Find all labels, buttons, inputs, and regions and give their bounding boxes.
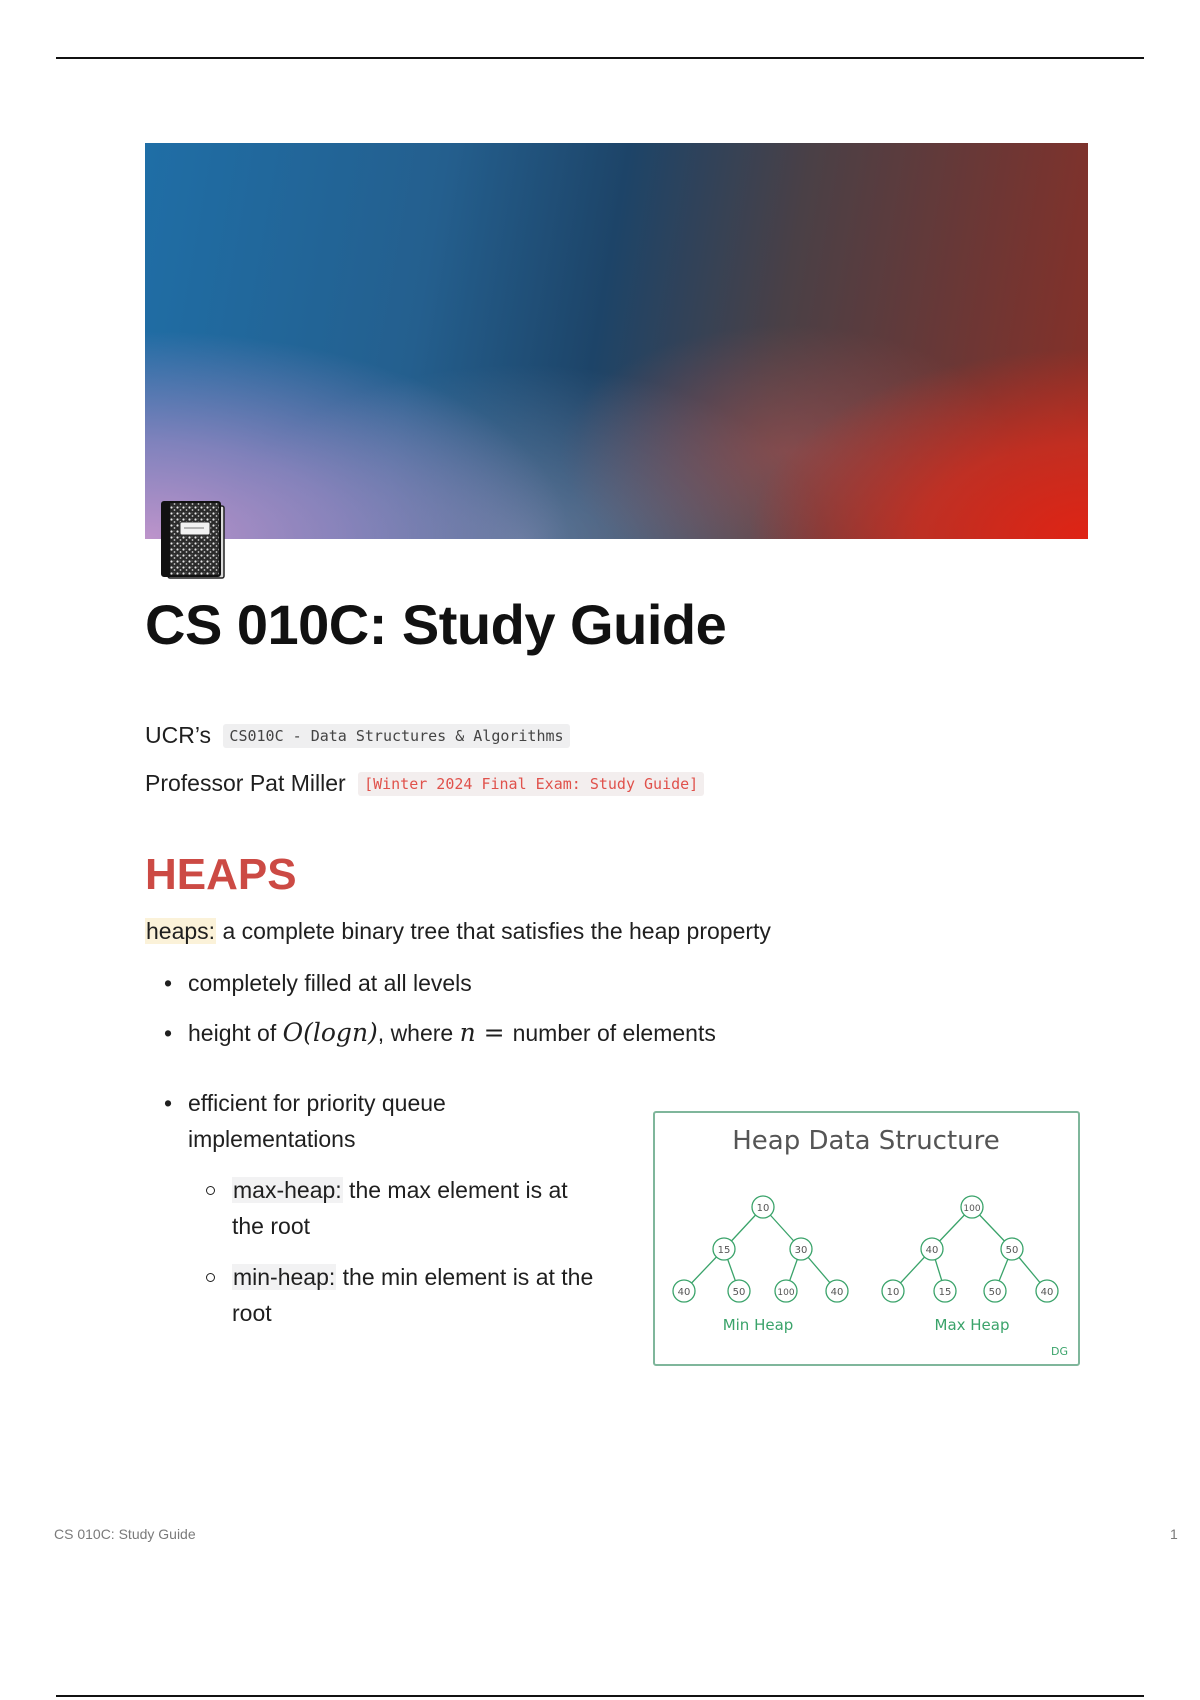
list-item-nested [232,1259,602,1331]
heap-node [775,1280,797,1302]
page-title: CS 010C: Study Guide [145,593,727,656]
svg-text:10: 10 [756,1203,770,1214]
svg-text:50: 50 [732,1287,746,1298]
max-heap-term: max-heap: [233,1177,342,1203]
top-rule [56,57,1144,59]
heap-node [961,1196,983,1218]
svg-text:30: 30 [794,1245,808,1256]
max-heap-label: Max Heap [934,1316,1010,1334]
bullet-text: efficient for priority queue implementations [188,1090,446,1152]
min-heap-text: the min element is at the root [232,1264,594,1326]
svg-text:40: 40 [677,1287,691,1298]
min-heap-label: Min Heap [722,1316,794,1334]
heap-diagram-svg [655,1113,1078,1364]
heap-node [882,1280,904,1302]
bullet-dot-icon: • [164,1090,173,1116]
svg-text:100: 100 [777,1288,795,1298]
heaps-definition [145,918,771,945]
footer-doc-title: CS 010C: Study Guide [54,1526,196,1542]
heap-node [752,1196,774,1218]
svg-text:100: 100 [963,1204,981,1214]
heap-node [921,1238,943,1260]
list-item [164,1085,518,1157]
heap-diagram [653,1111,1080,1366]
bullet-circle-icon [206,1186,215,1195]
course-code: CS010C - Data Structures & Algorithms [223,724,569,748]
bottom-rule [56,1695,1144,1697]
math-big-o: O(logn) [282,1018,378,1047]
bullet-text: completely filled at all levels [188,970,472,996]
heap-node [934,1280,956,1302]
max-heap-text: the max element is at the root [232,1177,568,1239]
bullet-dot-icon: • [164,970,173,996]
footer-page-number: 1 [1170,1526,1178,1542]
svg-text:40: 40 [1040,1287,1054,1298]
professor-name: Professor Pat Miller [145,770,346,796]
heap-node [790,1238,812,1260]
list-item [164,965,472,1001]
svg-text:15: 15 [717,1245,731,1256]
min-heap-tree [673,1196,848,1302]
course-line [145,722,570,749]
bullet-dot-icon: • [164,1020,173,1046]
max-heap-tree [882,1196,1058,1302]
notebook-icon [158,500,228,582]
heap-node [713,1238,735,1260]
min-heap-term: min-heap: [233,1264,336,1290]
figure-title: Heap Data Structure [732,1126,1000,1156]
heap-node [673,1280,695,1302]
bullet-text-suffix: number of elements [512,1020,716,1046]
bullet-circle-icon [206,1273,215,1282]
max-heap-edges [893,1207,1047,1291]
svg-text:50: 50 [1005,1245,1019,1256]
cover-image [145,143,1088,539]
heap-node [984,1280,1006,1302]
list-item [164,1015,716,1051]
heap-node [826,1280,848,1302]
list-item-nested [232,1172,602,1244]
svg-text:50: 50 [988,1287,1002,1298]
bullet-text-middle: , where [377,1020,460,1046]
math-n-equals: n = [459,1018,513,1047]
svg-text:15: 15 [938,1287,952,1298]
min-heap-edges [684,1207,837,1291]
svg-text:10: 10 [886,1287,900,1298]
heap-node [1036,1280,1058,1302]
svg-text:40: 40 [830,1287,844,1298]
exam-tag: [Winter 2024 Final Exam: Study Guide] [358,772,704,796]
ucr-label: UCR’s [145,722,212,748]
heap-node [1001,1238,1023,1260]
professor-line [145,770,704,797]
bullet-text-prefix: height of [188,1020,283,1046]
heaps-term: heaps: [146,918,216,944]
watermark-logo: DG [1051,1345,1068,1358]
heap-node [728,1280,750,1302]
heaps-definition-text: a complete binary tree that satisfies the heap property [216,918,771,944]
svg-text:40: 40 [925,1245,939,1256]
section-heading-heaps: HEAPS [145,850,297,899]
